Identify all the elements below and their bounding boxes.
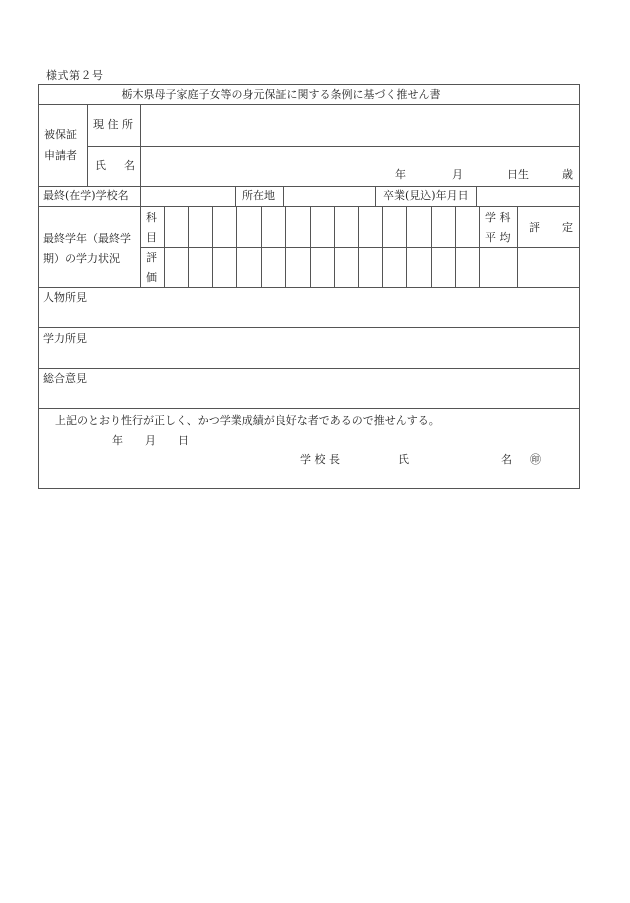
ability-assessment-field[interactable] <box>40 347 577 366</box>
recommendation-statement: 上記のとおり性行が正しく、かつ学業成績が良好な者であるので推せんする。 <box>55 414 440 427</box>
applicant-label-line2: 申請者 <box>44 149 77 162</box>
grid-col-9 <box>358 206 359 287</box>
academic-label-line1: 最終学年（最終学 <box>43 232 131 245</box>
academic-label-line2: 期）の学力状況 <box>43 252 120 265</box>
applicant-field-divider <box>140 104 141 186</box>
subject-divider <box>140 247 579 248</box>
grid-col-12 <box>431 206 432 287</box>
grade-label-bottom: 価 <box>146 271 157 284</box>
overall-opinion-field[interactable] <box>40 387 577 406</box>
average-label-bottom: 平 均 <box>485 231 511 244</box>
school-divider-4 <box>375 186 376 206</box>
grid-col-5 <box>261 206 262 287</box>
ability-assessment-label: 学力所見 <box>43 332 87 345</box>
grid-col-1 <box>164 206 165 287</box>
dob-month-label: 月 <box>452 168 463 181</box>
seal-icon: ㊞ <box>530 453 541 466</box>
recommendation-form <box>38 84 579 488</box>
address-divider <box>87 146 579 147</box>
school-name-field[interactable] <box>142 188 232 204</box>
applicant-label-divider <box>87 104 88 186</box>
academic-divider <box>38 287 579 288</box>
grade-label-top: 評 <box>146 251 157 264</box>
date-month-label: 月 <box>145 434 156 447</box>
address-field[interactable] <box>142 106 576 144</box>
subject-label-bottom: 目 <box>146 231 157 244</box>
average-divider <box>517 206 518 287</box>
grid-col-10 <box>382 206 383 287</box>
school-divider-3 <box>283 186 284 206</box>
subject-label-top: 科 <box>146 211 157 224</box>
school-divider-5 <box>476 186 477 206</box>
graduation-date-field[interactable] <box>478 188 576 204</box>
dob-year-label: 年 <box>395 168 406 181</box>
school-divider-2 <box>235 186 236 206</box>
school-divider <box>38 206 579 207</box>
location-label: 所在地 <box>242 189 275 202</box>
grid-col-6 <box>285 206 286 287</box>
grid-col-13 <box>455 206 456 287</box>
form-title: 栃木県母子家庭子女等の身元保証に関する条例に基づく推せん書 <box>121 88 441 101</box>
name-label-second: 名 <box>124 159 135 172</box>
border-right <box>579 84 580 488</box>
location-field[interactable] <box>285 188 373 204</box>
title-divider <box>38 104 579 105</box>
grid-col-11 <box>406 206 407 287</box>
address-label: 現 住 所 <box>93 118 133 131</box>
character-divider <box>38 327 579 328</box>
overall-divider <box>38 408 579 409</box>
average-label-top: 学 科 <box>485 211 511 224</box>
graduation-date-label: 卒業(見込)年月日 <box>383 189 469 202</box>
character-assessment-field[interactable] <box>40 306 577 325</box>
overall-opinion-label: 総合意見 <box>43 372 87 385</box>
applicant-divider <box>38 186 579 187</box>
ability-divider <box>38 368 579 369</box>
form-number: 様式第２号 <box>46 69 104 82</box>
name-label-first: 氏 <box>95 159 106 172</box>
grid-col-7 <box>310 206 311 287</box>
grid-col-2 <box>188 206 189 287</box>
date-year-label: 年 <box>112 434 123 447</box>
border-top <box>38 84 579 85</box>
applicant-label-line1: 被保証 <box>44 128 77 141</box>
grid-col-4 <box>236 206 237 287</box>
dob-day-label: 日生 <box>507 168 529 181</box>
school-name-label: 最終(在学)学校名 <box>43 189 129 202</box>
grid-col-3 <box>212 206 213 287</box>
school-divider-1 <box>140 186 141 206</box>
grid-col-8 <box>334 206 335 287</box>
date-day-label: 日 <box>178 434 189 447</box>
grid-col-14 <box>479 206 480 287</box>
border-left <box>38 84 39 488</box>
academic-label-divider <box>140 206 141 287</box>
character-assessment-label: 人物所見 <box>43 291 87 304</box>
border-bottom <box>38 488 580 489</box>
age-label: 歳 <box>562 168 573 181</box>
principal-label: 学 校 長 <box>300 453 340 466</box>
principal-name-label-second: 名 <box>501 453 512 466</box>
principal-name-label-first: 氏 <box>398 453 409 466</box>
rating-label: 評 定 <box>529 221 573 234</box>
